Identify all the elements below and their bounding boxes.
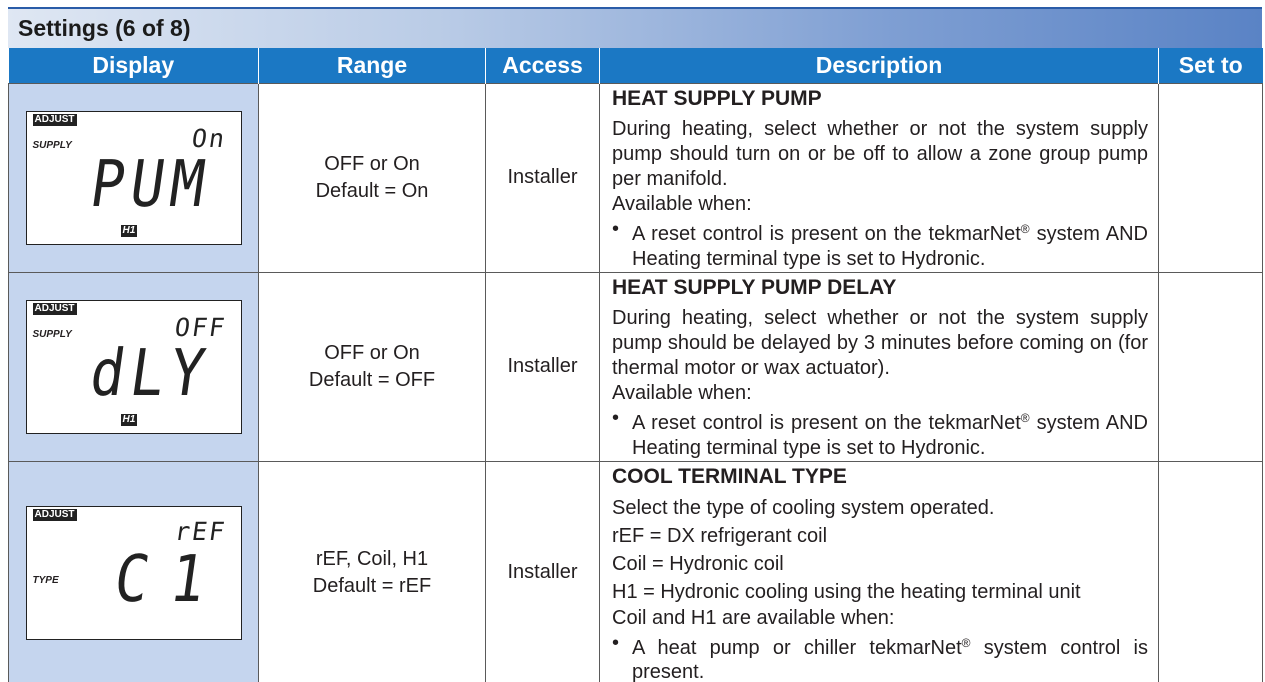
bullet-text-cont: system control is present. (632, 636, 1148, 682)
bullet-dot-icon: • (612, 631, 620, 654)
lcd-code: C1 (109, 541, 232, 617)
lcd-value: On (190, 123, 229, 153)
availability-bullet (612, 217, 1148, 272)
access-cell: Installer (486, 461, 600, 682)
lcd-code: dLY (85, 335, 215, 411)
col-description-header: Description (600, 48, 1159, 83)
availability-label: Coil and H1 are available when: (612, 606, 895, 629)
range-cell (259, 83, 486, 272)
registered-mark: ® (961, 635, 971, 650)
lcd-display (26, 506, 242, 640)
range-default: Default = rEF (312, 574, 432, 597)
settings-table (8, 48, 1263, 682)
lcd-display (26, 300, 242, 434)
option-h1: H1 = Hydronic cooling using the heating terminal unit (612, 580, 1081, 603)
bullet-text: A heat pump or chiller tekmarNet (632, 636, 962, 659)
col-range-header: Range (259, 48, 486, 83)
bullet-text: A reset control is present on the tekmarNet (632, 411, 1021, 434)
description-cell (600, 272, 1159, 461)
setting-description: During heating, select whether or not the system supply pump should turn on or be off to allow a zone group pump per manifold. (612, 117, 1148, 190)
lcd-value: OFF (173, 312, 229, 342)
set-to-cell[interactable] (1159, 83, 1263, 272)
availability-label: Available when: (612, 192, 752, 215)
range-options: rEF, Coil, H1 (315, 547, 429, 570)
adjust-badge: ADJUST (34, 113, 75, 125)
h1-indicator: H1 (122, 224, 136, 236)
header-row (9, 48, 1263, 83)
access-cell: Installer (486, 272, 600, 461)
setting-description: Select the type of cooling system operated. (612, 496, 995, 519)
registered-mark: ® (1020, 410, 1030, 425)
display-cell (9, 461, 259, 682)
col-display-header: Display (9, 48, 259, 83)
h1-indicator: H1 (122, 413, 136, 425)
settings-title-bar (8, 7, 1262, 48)
col-access-header: Access (486, 48, 600, 83)
lcd-label: TYPE (32, 574, 59, 586)
range-cell (259, 272, 486, 461)
col-setto-header: Set to (1159, 48, 1263, 83)
description-cell (600, 83, 1159, 272)
settings-page (8, 7, 1262, 682)
lcd-code: PUM (85, 146, 215, 222)
option-ref: rEF = DX refrigerant coil (612, 524, 828, 547)
option-coil: Coil = Hydronic coil (612, 552, 784, 575)
range-options: OFF or On (324, 341, 420, 364)
range-default: Default = OFF (308, 368, 436, 391)
display-cell (9, 272, 259, 461)
adjust-badge: ADJUST (34, 508, 75, 520)
bullet-text-cont: system AND Heating terminal type is set to Hydronic. (632, 222, 1148, 270)
table-row (9, 83, 1263, 272)
bullet-text: A reset control is present on the tekmarNet (632, 222, 1021, 245)
setting-title: HEAT SUPPLY PUMP (612, 86, 822, 110)
setting-title: COOL TERMINAL TYPE (612, 464, 847, 488)
lcd-display (26, 111, 242, 245)
lcd-label: SUPPLY (32, 139, 72, 151)
availability-bullet (612, 406, 1148, 461)
bullet-dot-icon: • (612, 406, 620, 429)
lcd-label: SUPPLY (32, 328, 72, 340)
lcd-value: rEF (173, 516, 229, 546)
registered-mark: ® (1020, 221, 1030, 236)
setting-title: HEAT SUPPLY PUMP DELAY (612, 275, 897, 299)
setting-description: During heating, select whether or not the system supply pump should be delayed by 3 minutes before coming on (for thermal motor or wax actuator). (612, 306, 1148, 379)
bullet-text-cont: system AND Heating terminal type is set to Hydronic. (632, 411, 1148, 459)
set-to-cell[interactable] (1159, 461, 1263, 682)
range-options: OFF or On (324, 152, 420, 175)
availability-label: Available when: (612, 381, 752, 404)
availability-bullet (612, 631, 1148, 682)
range-default: Default = On (315, 179, 429, 202)
table-row (9, 461, 1263, 682)
display-cell (9, 83, 259, 272)
adjust-badge: ADJUST (34, 302, 75, 314)
bullet-dot-icon: • (612, 217, 620, 240)
range-cell (259, 461, 486, 682)
set-to-cell[interactable] (1159, 272, 1263, 461)
access-cell: Installer (486, 83, 600, 272)
description-cell (600, 461, 1159, 682)
table-row (9, 272, 1263, 461)
page-title: Settings (6 of 8) (18, 15, 191, 41)
